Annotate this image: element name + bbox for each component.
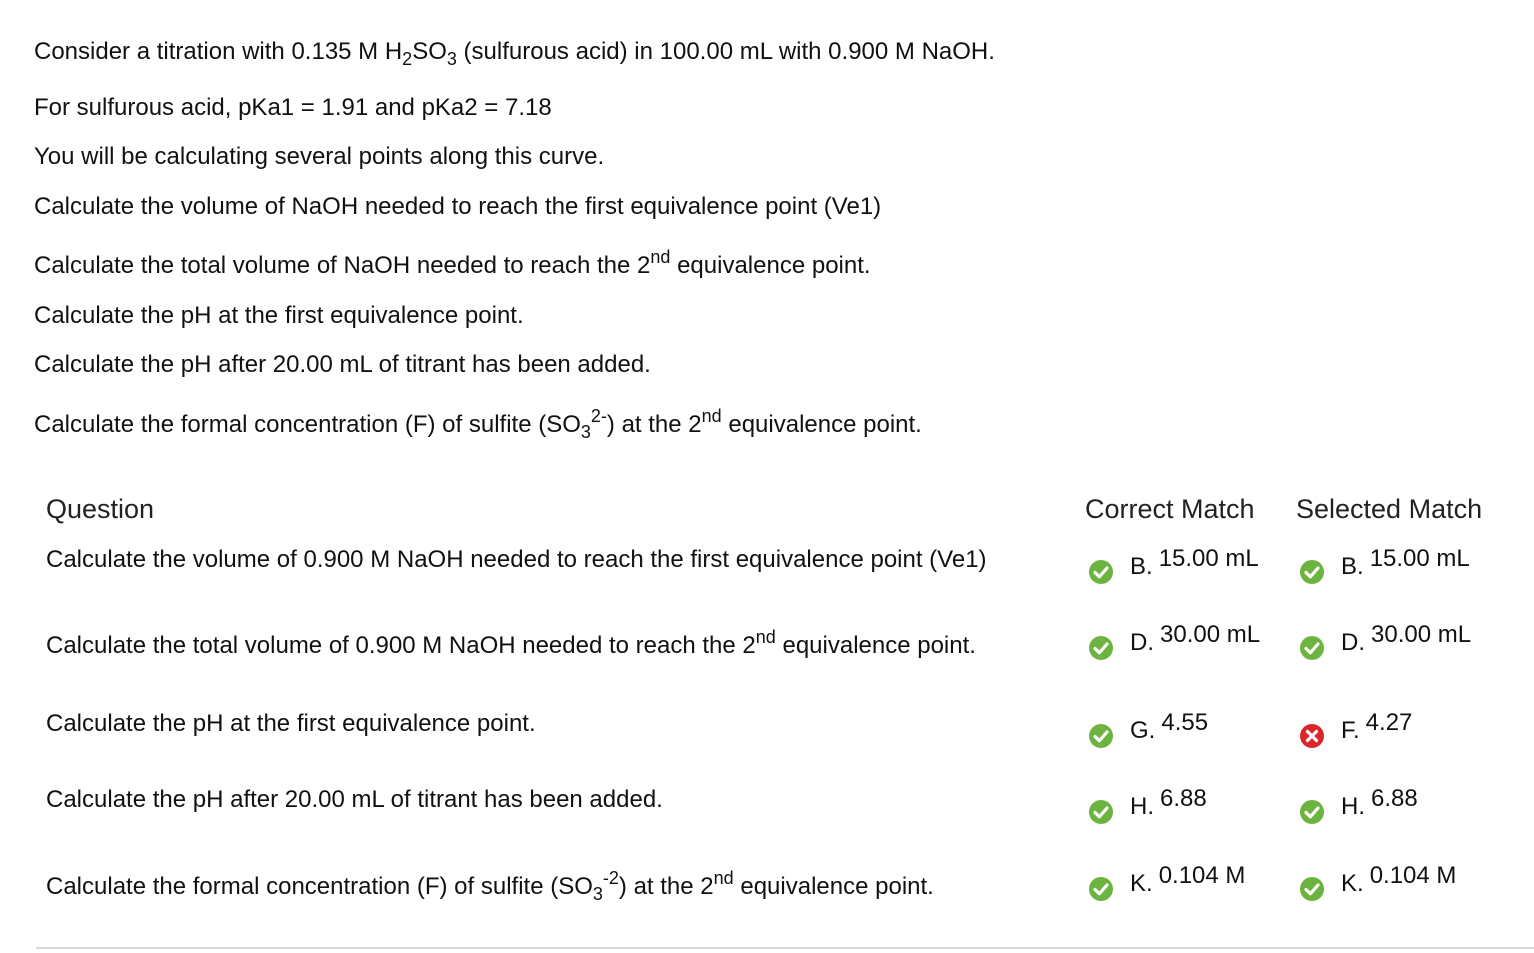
match-value: 6.88 bbox=[1371, 785, 1418, 812]
correct-match-2 bbox=[1088, 621, 1261, 661]
question-text-2: Calculate the total volume of 0.900 M NaOH needed to reach the 2nd equivalence point. bbox=[46, 627, 976, 659]
check-circle-icon bbox=[1088, 559, 1114, 585]
check-circle-icon bbox=[1088, 723, 1114, 749]
match-letter: B. bbox=[1130, 553, 1153, 580]
check-circle-icon bbox=[1088, 876, 1114, 902]
intro-line-8: Calculate the formal concentration (F) of sulfite $(SO_3^{2-})$ at the 2nd equivalence point. bbox=[34, 406, 922, 442]
question-column-header: Question bbox=[46, 494, 155, 524]
match-value: 15.00 mL bbox=[1158, 545, 1259, 572]
check-circle-icon bbox=[1088, 635, 1114, 661]
x-circle-icon bbox=[1299, 723, 1325, 749]
question-text-3: Calculate the pH at the first equivalence point. bbox=[46, 710, 536, 737]
match-value: 30.00 mL bbox=[1371, 621, 1472, 648]
match-letter: K. bbox=[1130, 870, 1153, 897]
selected-match-column-header: Selected Match bbox=[1296, 494, 1483, 524]
match-value: 6.88 bbox=[1160, 785, 1207, 812]
match-letter: H. bbox=[1130, 793, 1154, 820]
selected-match-4 bbox=[1299, 785, 1418, 825]
question-text-1: Calculate the volume of 0.900 M NaOH needed to reach the first equivalence point (Ve1) bbox=[46, 546, 987, 573]
correct-match-5 bbox=[1088, 862, 1246, 902]
match-letter: K. bbox=[1341, 870, 1364, 897]
intro-line-2: For sulfurous acid, pKa1 = 1.91 and pKa2 = 7.18 bbox=[34, 94, 552, 121]
correct-match-3 bbox=[1088, 709, 1209, 749]
match-letter: H. bbox=[1341, 793, 1365, 820]
intro-line-7: Calculate the pH after 20.00 mL of titrant has been added. bbox=[34, 351, 651, 378]
selected-match-1 bbox=[1299, 545, 1470, 585]
check-circle-icon bbox=[1299, 635, 1325, 661]
match-value: 30.00 mL bbox=[1160, 621, 1261, 648]
match-value: 0.104 M bbox=[1369, 862, 1457, 889]
check-circle-icon bbox=[1299, 559, 1325, 585]
intro-line-4: Calculate the volume of NaOH needed to reach the first equivalence point (Ve1) bbox=[34, 193, 882, 220]
correct-match-4 bbox=[1088, 785, 1207, 825]
intro-line-5: Calculate the total volume of NaOH needed to reach the 2nd equivalence point. bbox=[34, 247, 871, 279]
match-letter: F. bbox=[1341, 717, 1360, 744]
selected-match-5 bbox=[1299, 862, 1457, 902]
check-circle-icon bbox=[1299, 876, 1325, 902]
match-letter: D. bbox=[1341, 629, 1365, 656]
intro-line-3: You will be calculating several points along this curve. bbox=[34, 143, 605, 170]
match-value: 15.00 mL bbox=[1369, 545, 1470, 572]
intro-line-1: Consider a titration with 0.135 M $H_2SO_3$ (sulfurous acid) in 100.00 mL with 0.900 M NaOH. bbox=[34, 38, 995, 69]
match-value: 0.104 M bbox=[1158, 862, 1246, 889]
check-circle-icon bbox=[1299, 799, 1325, 825]
bottom-divider bbox=[36, 947, 1534, 949]
correct-match-column-header: Correct Match bbox=[1085, 494, 1255, 524]
intro-line-6: Calculate the pH at the first equivalence point. bbox=[34, 302, 524, 329]
match-value: 4.55 bbox=[1161, 709, 1209, 736]
correct-match-1 bbox=[1088, 545, 1259, 585]
match-value: 4.27 bbox=[1365, 709, 1413, 736]
question-text-5: Calculate the formal concentration (F) of sulfite $(SO_3^{-2})$ at the 2nd equivalence point. bbox=[46, 868, 934, 904]
selected-match-3 bbox=[1299, 709, 1413, 749]
match-letter: D. bbox=[1130, 629, 1154, 656]
match-letter: B. bbox=[1341, 553, 1364, 580]
question-text-4: Calculate the pH after 20.00 mL of titrant has been added. bbox=[46, 786, 663, 813]
selected-match-2 bbox=[1299, 621, 1472, 661]
match-letter: G. bbox=[1130, 717, 1156, 744]
check-circle-icon bbox=[1088, 799, 1114, 825]
